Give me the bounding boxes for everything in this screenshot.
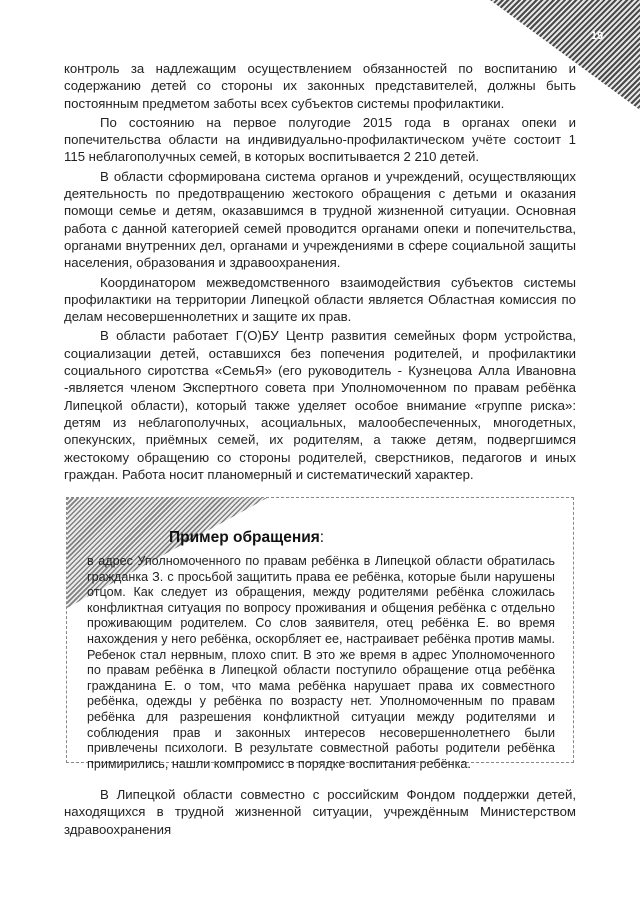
- example-box: [66, 497, 574, 771]
- paragraph-center: В области работает Г(О)БУ Центр развития семейных форм устройства, социализации детей, оставшихся без попечения родителей, и профилактики социального сиротства «СемьЯ» (его руководитель - Кузнецова Алла Ивановна -является членом Экспертного совета при Уполномоченном по правам ребёнка Липецкой области), который также уделяет особое внимание «группе риска»: детям из неблагополучных, асоциальных, малообеспеченных, многодетных, опекунских, приёмных семей, их родителям, а также детям, подвергшимся жестокому обращению со стороны родителей, сверстников, педагогов и иных граждан. Работа носит планомерный и систематический характер.: [64, 328, 576, 482]
- main-text: [64, 60, 576, 483]
- paragraph-statistics: По состоянию на первое полугодие 2015 года в органах опеки и попечительства области на индивидуально-профилактическом учёте состоит 1 115 неблагополучных семей, в которых воспитывается 2 210 детей.: [64, 114, 576, 165]
- paragraph-coordinator: Координатором межведомственного взаимодействия субъектов системы профилактики на территории Липецкой области является Областная комиссия по делам несовершеннолетних и защите их прав.: [64, 274, 576, 325]
- paragraph-bottom: В Липецкой области совместно с российским Фондом поддержки детей, находящихся в трудной жизненной ситуации, учреждённым Министерством здравоохранения: [64, 787, 576, 837]
- example-title-text: Пример обращения: [169, 529, 320, 546]
- example-text: в адрес Уполномоченного по правам ребёнка в Липецкой области обратилась гражданка З. с просьбой защитить права ее ребёнка, которые были нарушены отцом. Как следует из обращения, между родителями ребёнка сложилась конфликтная ситуация по вопросу проживания и общения ребёнка с отдельно проживающим родителем. Со слов заявителя, отец ребёнка Е. во время нахождения у него ребёнка, оскорбляет ее, настраивает ребёнка против мамы. Ребенок стал нервным, плохо спит. В это же время в адрес Уполномоченного по правам ребёнка в Липецкой области поступило обращение отца ребёнка гражданина Е. о том, что мама ребёнка нарушает права их совместного ребёнка, одежды у ребёнка по возрасту нет. Уполномоченным по правам ребёнка для разрешения конфликтной ситуации между родителями и соблюдения прав и законных интересов несовершеннолетнего были привлечены психологи. В результате совместной работы родители ребёнка примирились, нашли компромисс в порядке воспитания ребёнка.: [87, 554, 555, 771]
- paragraph-system: В области сформирована система органов и учреждений, осуществляющих деятельность по предотвращению жестокого обращения с детьми и оказания помощи семье и детям, оказавшимся в трудной жизненной ситуации. Основная работа с данной категорией семей проводится органами опеки и попечительства, органами внутренних дел, органами и учреждениями в сфере социальной защиты населения, образования и здравоохранения.: [64, 168, 576, 271]
- example-title-colon: :: [319, 529, 325, 546]
- page-number: 19: [590, 30, 604, 42]
- paragraph-continuation: контроль за надлежащим осуществлением обязанностей по воспитанию и содержанию детей со стороны их законных представителей, должны быть постоянным предметом заботы всех субъектов системы профилактики.: [64, 61, 576, 111]
- example-title: [169, 529, 324, 547]
